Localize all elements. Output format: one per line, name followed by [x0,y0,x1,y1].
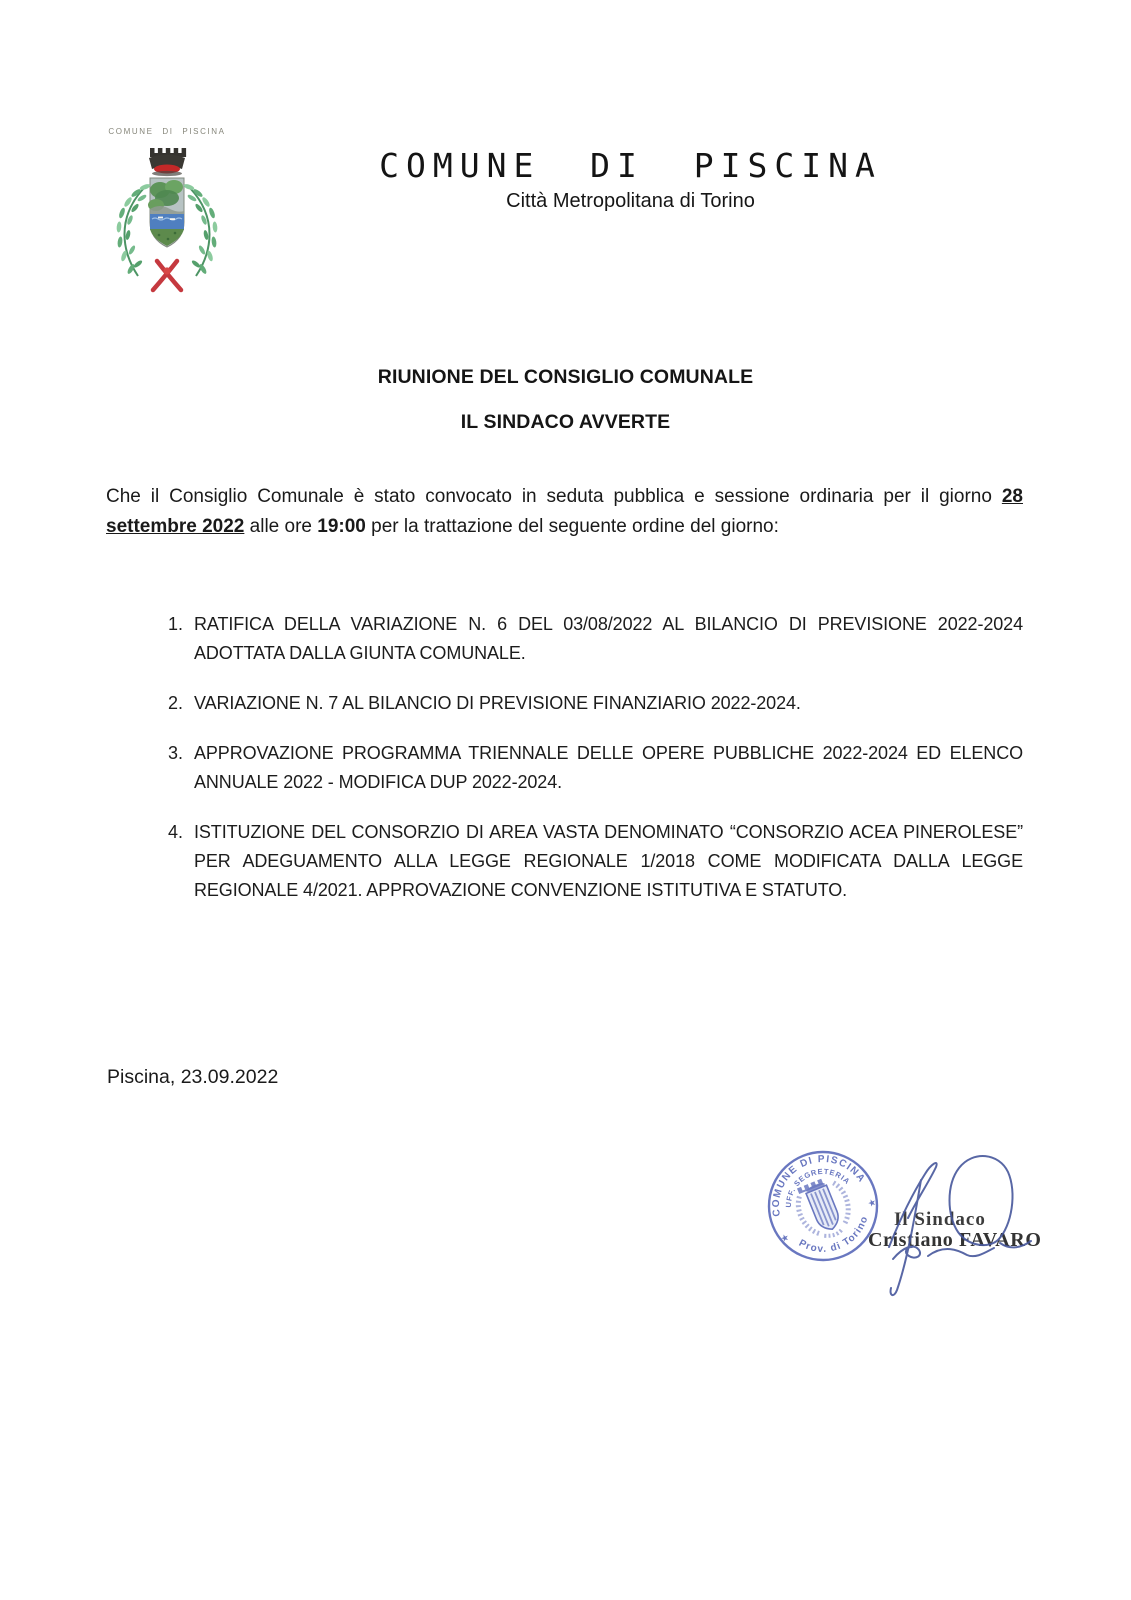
dateline: Piscina, 23.09.2022 [107,1066,279,1088]
agenda-list [168,610,1023,926]
office-stamp [763,1146,883,1268]
agenda-item-number: 1. [168,614,184,634]
commune-subtitle: Città Metropolitana di Torino [506,190,755,212]
stamp-inner-text: UFF. SEGRETERIA [783,1166,853,1208]
notice-heading-meeting: RIUNIONE DEL CONSIGLIO COMUNALE [377,366,754,388]
logo-laurel-left [116,183,151,276]
stamp-star-right-icon: ★ [866,1197,878,1209]
agenda-item-text: ISTITUZIONE DEL CONSORZIO DI AREA VASTA DENOMINATO “CONSORZIO ACEA PINEROLESE” PER ADEGUAMENTO ALLA LEGGE REGIONALE 1/2018 COME MODIFICATA DALLA LEGGE REGIONALE 4/2021. APPROVAZIONE CONVENZIONE ISTITUTIVA E STATUTO. [194,822,1023,900]
agenda-item-text: RATIFICA DELLA VARIAZIONE N. 6 DEL 03/08/2022 AL BILANCIO DI PREVISIONE 2022-2024 ADOTTATA DALLA GIUNTA COMUNALE. [194,614,1023,663]
signer-role: Il Sindaco [894,1209,986,1230]
document-header [232,146,1029,213]
logo-ribbon [153,261,181,290]
agenda-item-3 [168,739,1023,797]
stamp-ring-text-bottom: Prov. di Torino [796,1214,871,1255]
logo-caption-text: COMUNE DI PISCINA [108,127,226,136]
logo-crown-icon [149,148,186,176]
agenda-item-2 [168,689,1023,718]
agenda-item-text: VARIAZIONE N. 7 AL BILANCIO DI PREVISIONE FINANZIARIO 2022-2024. [194,693,801,713]
intro-text-3: per la trattazione del seguente ordine del giorno: [371,515,779,537]
signer-name: Cristiano FAVARO [868,1229,1042,1251]
municipal-coat-of-arms [104,118,230,300]
agenda-item-1 [168,610,1023,668]
intro-text-2: alle ore [249,515,312,537]
agenda-item-number: 2. [168,693,184,713]
notice-heading-mayor: IL SINDACO AVVERTE [460,411,671,433]
meeting-time: 19:00 [317,515,366,537]
meeting-date: 28 settembre 2022 [106,486,1023,537]
agenda-item-text: APPROVAZIONE PROGRAMMA TRIENNALE DELLE OPERE PUBBLICHE 2022-2024 ED ELENCO ANNUALE 2022 - MODIFICA DUP 2022-2024. [194,743,1023,792]
logo-laurel-right [183,183,218,276]
commune-title: COMUNE DI PISCINA [379,146,882,185]
intro-text-1: Che il Consiglio Comunale è stato convocato in seduta pubblica e sessione ordinaria per il giorno [106,486,992,507]
logo-shield [148,178,184,247]
agenda-item-number: 3. [168,743,184,763]
intro-paragraph [106,482,1023,541]
stamp-star-left-icon: ★ [779,1232,790,1244]
agenda-item-4 [168,818,1023,905]
stamp-ring-text-top: COMUNE DI PISCINA [770,1153,868,1218]
agenda-item-number: 4. [168,822,184,842]
